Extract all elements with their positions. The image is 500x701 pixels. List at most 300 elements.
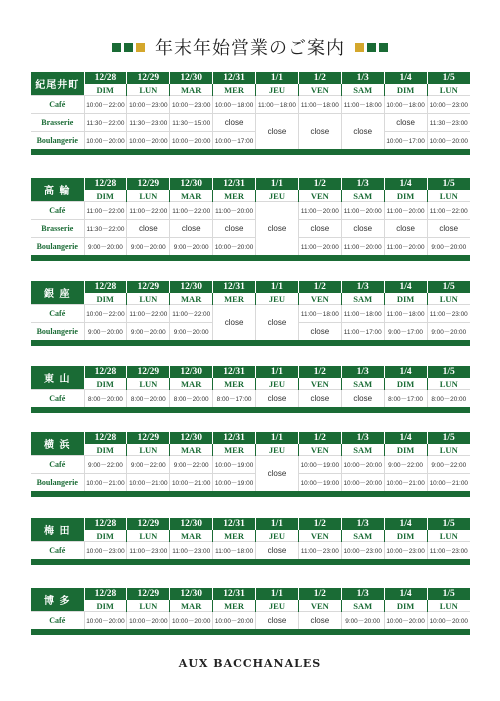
schedule-table <box>31 366 470 413</box>
schedule-table <box>31 72 470 155</box>
date-header: 1/1 <box>256 281 299 293</box>
hours-cell: close <box>256 612 299 630</box>
date-header: 12/28 <box>84 432 127 444</box>
hours-cell: 10:00－17:00 <box>213 132 256 150</box>
hours-cell: 11:00－20:00 <box>341 238 384 256</box>
date-header: 1/2 <box>298 432 341 444</box>
hours-cell: 10:00－23:00 <box>84 542 127 560</box>
hours-cell: 10:00－20:00 <box>84 132 127 150</box>
hours-cell: 10:00－19:00 <box>298 474 341 492</box>
date-header: 12/30 <box>170 432 213 444</box>
hours-cell: 11:00－23:00 <box>427 542 470 560</box>
day-header: MAR <box>170 190 213 202</box>
hours-cell: 10:00－20:00 <box>127 132 170 150</box>
date-header: 12/28 <box>84 178 127 190</box>
hours-cell: close <box>256 390 299 408</box>
day-header: SAM <box>341 530 384 542</box>
day-header: MER <box>213 190 256 202</box>
date-header: 12/30 <box>170 281 213 293</box>
hours-cell: 11:00－23:00 <box>427 305 470 323</box>
hours-cell: 10:00－20:00 <box>427 132 470 150</box>
hours-cell: 8:00－20:00 <box>170 390 213 408</box>
hours-cell: 10:00－19:00 <box>298 456 341 474</box>
hours-cell: close <box>384 114 427 132</box>
day-header: DIM <box>84 600 127 612</box>
day-header: LUN <box>127 530 170 542</box>
hours-cell: 8:00－20:00 <box>127 390 170 408</box>
hours-cell: 9:00－20:00 <box>427 238 470 256</box>
hours-cell: close <box>213 114 256 132</box>
day-header: DIM <box>84 190 127 202</box>
service-label: Café <box>31 202 84 220</box>
date-row <box>31 518 470 530</box>
right-square-ornament <box>355 43 388 52</box>
day-header: VEN <box>298 190 341 202</box>
hours-cell: 10:00－22:00 <box>84 305 127 323</box>
day-header: LUN <box>127 378 170 390</box>
date-header: 1/1 <box>256 72 299 84</box>
hours-cell: 10:00－20:00 <box>84 612 127 630</box>
date-header: 1/2 <box>298 588 341 600</box>
hours-cell: 10:00－20:00 <box>341 456 384 474</box>
date-header: 12/28 <box>84 366 127 378</box>
hours-cell: 9:00－22:00 <box>84 456 127 474</box>
hours-cell: 11:00－22:00 <box>127 202 170 220</box>
store-schedule-0 <box>31 72 470 155</box>
hours-cell: 11:00－22:00 <box>170 305 213 323</box>
day-header: VEN <box>298 84 341 96</box>
day-header: VEN <box>298 530 341 542</box>
hours-cell: 10:00－23:00 <box>384 542 427 560</box>
store-schedule-2 <box>31 281 470 346</box>
hours-cell: 11:30－23:00 <box>127 114 170 132</box>
service-row <box>31 202 470 220</box>
hours-cell: 10:00－20:00 <box>213 612 256 630</box>
hours-cell: 10:00－20:00 <box>341 474 384 492</box>
page-title-bar <box>0 34 500 60</box>
date-row <box>31 281 470 293</box>
day-header: SAM <box>341 378 384 390</box>
day-header: LUN <box>127 293 170 305</box>
hours-cell: 11:30－15:00 <box>170 114 213 132</box>
store-name: 紀尾井町 <box>31 72 84 96</box>
date-header: 1/1 <box>256 518 299 530</box>
hours-cell: 10:00－20:00 <box>170 612 213 630</box>
store-name: 高 輪 <box>31 178 84 202</box>
hours-cell: 11:00－20:00 <box>298 238 341 256</box>
hours-cell: 10:00－18:00 <box>213 96 256 114</box>
table-footer-bar <box>31 559 470 565</box>
hours-cell: close <box>341 220 384 238</box>
day-header: LUN <box>427 444 470 456</box>
day-header: MER <box>213 378 256 390</box>
date-header: 12/30 <box>170 72 213 84</box>
service-row <box>31 220 470 238</box>
day-header: JEU <box>256 378 299 390</box>
hours-cell: 8:00－20:00 <box>427 390 470 408</box>
hours-cell: 11:00－17:00 <box>341 323 384 341</box>
hours-cell: close <box>298 114 341 150</box>
day-header: LUN <box>127 444 170 456</box>
hours-cell: 11:00－18:00 <box>341 96 384 114</box>
date-header: 12/30 <box>170 178 213 190</box>
service-label: Café <box>31 305 84 323</box>
hours-cell: 9:00－20:00 <box>84 323 127 341</box>
day-header: SAM <box>341 444 384 456</box>
service-row <box>31 114 470 132</box>
date-header: 1/5 <box>427 432 470 444</box>
day-header: SAM <box>341 293 384 305</box>
date-row <box>31 178 470 190</box>
hours-cell: close <box>256 114 299 150</box>
date-header: 1/2 <box>298 518 341 530</box>
day-header: MER <box>213 530 256 542</box>
date-header: 12/31 <box>213 366 256 378</box>
hours-cell: 11:00－22:00 <box>84 202 127 220</box>
hours-cell: close <box>298 220 341 238</box>
hours-cell: 9:00－22:00 <box>384 456 427 474</box>
store-name: 博 多 <box>31 588 84 612</box>
hours-cell: close <box>341 114 384 150</box>
date-header: 1/2 <box>298 178 341 190</box>
date-header: 12/29 <box>127 72 170 84</box>
date-header: 12/31 <box>213 432 256 444</box>
store-schedule-5 <box>31 518 470 565</box>
date-header: 12/30 <box>170 588 213 600</box>
service-row <box>31 390 470 408</box>
hours-cell: 11:00－23:00 <box>298 542 341 560</box>
service-row <box>31 132 470 150</box>
page-title: 年末年始営業のご案内 <box>155 38 345 59</box>
date-header: 1/1 <box>256 366 299 378</box>
date-header: 1/4 <box>384 366 427 378</box>
date-header: 1/5 <box>427 518 470 530</box>
hours-cell: 11:30－22:00 <box>84 220 127 238</box>
table-footer-bar <box>31 491 470 497</box>
store-schedule-3 <box>31 366 470 413</box>
date-header: 1/4 <box>384 72 427 84</box>
service-row <box>31 612 470 630</box>
hours-cell: 10:00－21:00 <box>384 474 427 492</box>
left-square-ornament <box>112 43 145 52</box>
hours-cell: 10:00－23:00 <box>127 96 170 114</box>
day-header: DIM <box>384 600 427 612</box>
hours-cell: 10:00－19:00 <box>213 474 256 492</box>
date-header: 1/4 <box>384 588 427 600</box>
day-header: DIM <box>84 293 127 305</box>
service-label: Boulangerie <box>31 323 84 341</box>
service-label: Café <box>31 542 84 560</box>
hours-cell: close <box>427 220 470 238</box>
date-header: 1/2 <box>298 281 341 293</box>
hours-cell: 11:00－23:00 <box>170 542 213 560</box>
hours-cell: close <box>213 220 256 238</box>
date-header: 12/28 <box>84 281 127 293</box>
table-footer-bar <box>31 340 470 346</box>
day-header: DIM <box>384 444 427 456</box>
hours-cell: close <box>256 305 299 341</box>
day-row <box>31 84 470 96</box>
date-header: 1/3 <box>341 432 384 444</box>
day-header: MAR <box>170 600 213 612</box>
date-header: 12/29 <box>127 366 170 378</box>
day-header: LUN <box>427 293 470 305</box>
hours-cell: 10:00－22:00 <box>84 96 127 114</box>
hours-cell: 9:00－22:00 <box>170 456 213 474</box>
hours-cell: 11:00－20:00 <box>298 202 341 220</box>
hours-cell: 9:00－20:00 <box>84 238 127 256</box>
day-header: JEU <box>256 600 299 612</box>
day-row <box>31 293 470 305</box>
hours-cell: 10:00－23:00 <box>341 542 384 560</box>
service-label: Boulangerie <box>31 132 84 150</box>
date-row <box>31 366 470 378</box>
schedule-table <box>31 588 470 635</box>
hours-cell: 11:00－20:00 <box>213 202 256 220</box>
table-footer-bar <box>31 149 470 155</box>
day-header: SAM <box>341 600 384 612</box>
day-header: LUN <box>127 190 170 202</box>
day-header: LUN <box>427 600 470 612</box>
date-header: 12/30 <box>170 366 213 378</box>
day-header: MAR <box>170 84 213 96</box>
day-header: LUN <box>427 378 470 390</box>
day-header: DIM <box>384 293 427 305</box>
service-row <box>31 474 470 492</box>
day-header: DIM <box>84 84 127 96</box>
date-header: 1/4 <box>384 281 427 293</box>
hours-cell: close <box>384 220 427 238</box>
day-header: VEN <box>298 378 341 390</box>
hours-cell: 11:00－18:00 <box>213 542 256 560</box>
service-row <box>31 96 470 114</box>
date-header: 1/3 <box>341 518 384 530</box>
store-name: 横 浜 <box>31 432 84 456</box>
date-header: 1/3 <box>341 72 384 84</box>
hours-cell: 10:00－20:00 <box>384 612 427 630</box>
hours-cell: 11:30－23:00 <box>427 114 470 132</box>
date-header: 1/3 <box>341 178 384 190</box>
hours-cell: 9:00－17:00 <box>384 323 427 341</box>
date-header: 1/1 <box>256 178 299 190</box>
day-header: LUN <box>127 84 170 96</box>
hours-cell: 10:00－21:00 <box>127 474 170 492</box>
date-row <box>31 72 470 84</box>
day-header: DIM <box>84 378 127 390</box>
store-schedule-6 <box>31 588 470 635</box>
hours-cell: 9:00－20:00 <box>427 323 470 341</box>
day-header: JEU <box>256 444 299 456</box>
day-header: VEN <box>298 600 341 612</box>
date-header: 12/29 <box>127 178 170 190</box>
date-header: 1/5 <box>427 72 470 84</box>
day-header: DIM <box>384 378 427 390</box>
hours-cell: close <box>298 612 341 630</box>
hours-cell: close <box>341 390 384 408</box>
day-header: MAR <box>170 293 213 305</box>
day-header: LUN <box>427 190 470 202</box>
day-header: DIM <box>84 444 127 456</box>
hours-cell: 10:00－23:00 <box>427 96 470 114</box>
date-row <box>31 432 470 444</box>
day-header: LUN <box>427 530 470 542</box>
brand-name: AUX BACCHANALES <box>178 657 322 670</box>
day-header: SAM <box>341 84 384 96</box>
date-header: 1/5 <box>427 366 470 378</box>
date-header: 12/29 <box>127 588 170 600</box>
day-header: MER <box>213 293 256 305</box>
hours-cell: 11:00－18:00 <box>384 305 427 323</box>
hours-cell: 10:00－21:00 <box>170 474 213 492</box>
hours-cell: close <box>127 220 170 238</box>
hours-cell: 11:00－22:00 <box>170 202 213 220</box>
schedule-table <box>31 281 470 346</box>
schedule-table <box>31 518 470 565</box>
hours-cell: 11:00－18:00 <box>298 305 341 323</box>
day-header: VEN <box>298 293 341 305</box>
date-header: 1/3 <box>341 281 384 293</box>
schedule-table <box>31 178 470 261</box>
hours-cell: 11:00－20:00 <box>341 202 384 220</box>
date-row <box>31 588 470 600</box>
hours-cell: 11:30－22:00 <box>84 114 127 132</box>
store-name: 東 山 <box>31 366 84 390</box>
date-header: 1/2 <box>298 72 341 84</box>
hours-cell: 10:00－20:00 <box>427 612 470 630</box>
day-header: JEU <box>256 190 299 202</box>
hours-cell: 9:00－22:00 <box>127 456 170 474</box>
table-footer-bar <box>31 407 470 413</box>
day-header: MER <box>213 444 256 456</box>
date-header: 1/1 <box>256 588 299 600</box>
day-header: MAR <box>170 378 213 390</box>
date-header: 1/4 <box>384 178 427 190</box>
day-header: MAR <box>170 530 213 542</box>
hours-cell: 9:00－20:00 <box>170 323 213 341</box>
day-header: MER <box>213 600 256 612</box>
hours-cell: 10:00－21:00 <box>84 474 127 492</box>
hours-cell: 10:00－19:00 <box>213 456 256 474</box>
service-label: Café <box>31 456 84 474</box>
schedule-table <box>31 432 470 497</box>
service-label: Café <box>31 612 84 630</box>
hours-cell: 11:00－22:00 <box>427 202 470 220</box>
date-header: 12/29 <box>127 281 170 293</box>
date-header: 12/31 <box>213 72 256 84</box>
hours-cell: 10:00－17:00 <box>384 132 427 150</box>
table-footer-bar <box>31 255 470 261</box>
date-header: 12/31 <box>213 281 256 293</box>
date-header: 12/31 <box>213 588 256 600</box>
service-label: Boulangerie <box>31 474 84 492</box>
store-schedule-1 <box>31 178 470 261</box>
hours-cell: 11:00－23:00 <box>127 542 170 560</box>
date-header: 1/2 <box>298 366 341 378</box>
date-header: 1/5 <box>427 178 470 190</box>
hours-cell: 8:00－20:00 <box>84 390 127 408</box>
day-header: JEU <box>256 530 299 542</box>
hours-cell: 10:00－20:00 <box>170 132 213 150</box>
day-header: DIM <box>384 84 427 96</box>
store-name: 銀 座 <box>31 281 84 305</box>
day-header: DIM <box>384 190 427 202</box>
hours-cell: 9:00－20:00 <box>170 238 213 256</box>
day-header: DIM <box>384 530 427 542</box>
hours-cell: 11:00－18:00 <box>256 96 299 114</box>
service-row <box>31 238 470 256</box>
hours-cell: 11:00－18:00 <box>298 96 341 114</box>
day-header: SAM <box>341 190 384 202</box>
service-row <box>31 305 470 323</box>
day-row <box>31 530 470 542</box>
date-header: 1/5 <box>427 588 470 600</box>
table-footer-bar <box>31 629 470 635</box>
hours-cell: 10:00－20:00 <box>127 612 170 630</box>
service-label: Boulangerie <box>31 238 84 256</box>
hours-cell: close <box>256 456 299 492</box>
hours-cell: 10:00－18:00 <box>384 96 427 114</box>
hours-cell: 9:00－20:00 <box>127 238 170 256</box>
service-label: Brasserie <box>31 114 84 132</box>
hours-cell: 10:00－21:00 <box>427 474 470 492</box>
day-header: JEU <box>256 84 299 96</box>
date-header: 1/1 <box>256 432 299 444</box>
hours-cell: 9:00－20:00 <box>341 612 384 630</box>
date-header: 1/4 <box>384 432 427 444</box>
hours-cell: 11:00－20:00 <box>384 238 427 256</box>
date-header: 1/5 <box>427 281 470 293</box>
date-header: 12/29 <box>127 432 170 444</box>
date-header: 12/28 <box>84 518 127 530</box>
day-header: LUN <box>427 84 470 96</box>
date-header: 12/28 <box>84 72 127 84</box>
hours-cell: 11:00－22:00 <box>127 305 170 323</box>
day-header: JEU <box>256 293 299 305</box>
date-header: 1/4 <box>384 518 427 530</box>
day-row <box>31 444 470 456</box>
day-header: MAR <box>170 444 213 456</box>
date-header: 12/28 <box>84 588 127 600</box>
day-header: DIM <box>84 530 127 542</box>
hours-cell: close <box>298 323 341 341</box>
hours-cell: 9:00－22:00 <box>427 456 470 474</box>
hours-cell: 9:00－20:00 <box>127 323 170 341</box>
date-header: 12/29 <box>127 518 170 530</box>
date-header: 1/3 <box>341 366 384 378</box>
service-label: Café <box>31 390 84 408</box>
hours-cell: 10:00－23:00 <box>170 96 213 114</box>
store-name: 梅 田 <box>31 518 84 542</box>
hours-cell: close <box>170 220 213 238</box>
hours-cell: close <box>298 390 341 408</box>
date-header: 12/30 <box>170 518 213 530</box>
service-row <box>31 456 470 474</box>
hours-cell: close <box>213 305 256 341</box>
service-row <box>31 542 470 560</box>
date-header: 12/31 <box>213 518 256 530</box>
day-header: MER <box>213 84 256 96</box>
day-row <box>31 600 470 612</box>
store-schedule-4 <box>31 432 470 497</box>
date-header: 12/31 <box>213 178 256 190</box>
day-header: LUN <box>127 600 170 612</box>
hours-cell: close <box>256 542 299 560</box>
date-header: 1/3 <box>341 588 384 600</box>
day-header: VEN <box>298 444 341 456</box>
hours-cell: 11:00－18:00 <box>341 305 384 323</box>
service-label: Brasserie <box>31 220 84 238</box>
service-label: Café <box>31 96 84 114</box>
